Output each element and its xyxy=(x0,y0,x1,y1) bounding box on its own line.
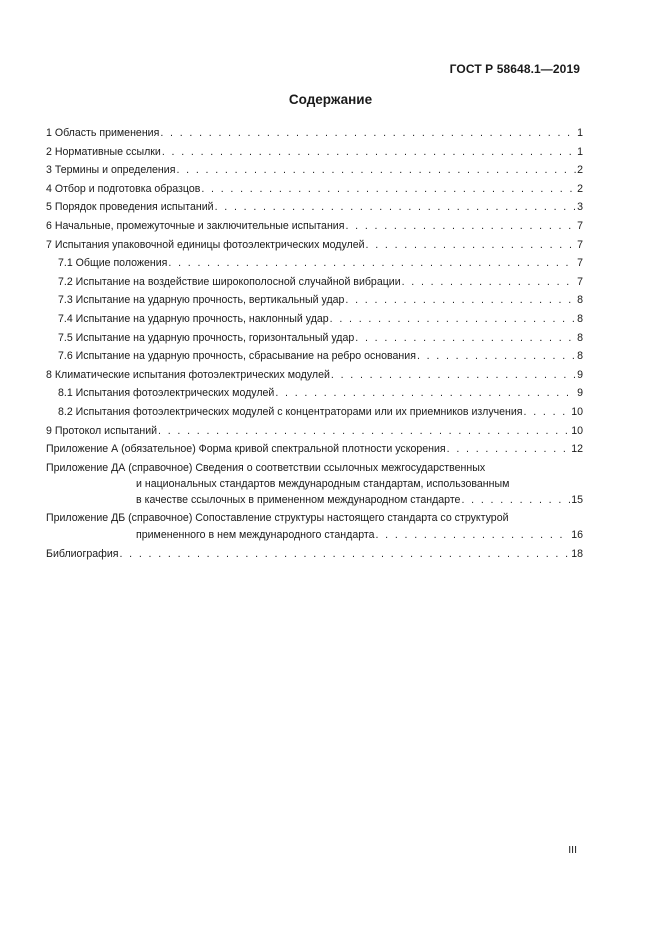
toc-entry-8-2[interactable] xyxy=(46,403,583,422)
toc-entry-page: 10 xyxy=(571,405,583,418)
leader-dots xyxy=(215,198,577,217)
toc-entry-label: 7.6 Испытание на ударную прочность, сбрасывание на ребро основания xyxy=(58,350,416,363)
leader-dots xyxy=(119,545,570,564)
toc-entry-page: 10 xyxy=(571,424,583,437)
toc-entry-1[interactable] xyxy=(46,124,583,143)
leader-dots xyxy=(162,143,576,162)
toc-entry-label: 6 Начальные, промежуточные и заключительные испытания xyxy=(46,219,345,232)
toc-entry-label-continuation: в качестве ссылочных в примененном международном стандарте xyxy=(136,494,461,507)
toc-entry-page: 7 xyxy=(577,275,583,288)
toc-entry-label: 8.2 Испытания фотоэлектрических модулей с концентраторами или их приемников излучения xyxy=(58,405,523,418)
toc-entry-4[interactable] xyxy=(46,180,583,199)
toc-entry-label: 5 Порядок проведения испытаний xyxy=(46,201,214,214)
leader-dots xyxy=(461,492,570,508)
toc-entry-page: 1 xyxy=(577,127,583,139)
leader-dots xyxy=(376,527,571,543)
leader-dots xyxy=(176,161,576,180)
toc-entry-9[interactable] xyxy=(46,422,583,441)
toc-entry-label: 7.5 Испытание на ударную прочность, горизонтальный удар xyxy=(58,331,355,344)
toc-entry-label: 4 Отбор и подготовка образцов xyxy=(46,182,201,195)
toc-entry-page: 8 xyxy=(577,350,583,363)
toc-entry-8-1[interactable] xyxy=(46,384,583,403)
toc-entry-page: 7 xyxy=(577,219,583,232)
toc-entry-appendix-a[interactable] xyxy=(46,440,583,459)
toc-entry-label: 7 Испытания упаковочной единицы фотоэлектрических модулей xyxy=(46,238,365,251)
toc-entry-label: Приложение А (обязательное) Форма кривой спектральной плотности ускорения xyxy=(46,443,446,456)
toc-entry-6[interactable] xyxy=(46,217,583,236)
toc-entry-page: 18 xyxy=(571,547,583,560)
toc-entry-page: 7 xyxy=(577,257,583,270)
toc-entry-8[interactable] xyxy=(46,366,583,385)
leader-dots xyxy=(345,291,576,310)
toc-entry-7[interactable] xyxy=(46,236,583,255)
document-code: ГОСТ Р 58648.1—2019 xyxy=(449,62,580,76)
leader-dots xyxy=(417,347,576,366)
leader-dots xyxy=(355,329,576,348)
toc-entry-label: Библиография xyxy=(46,547,119,560)
toc-entry-label: Приложение ДА (справочное) Сведения о соответствии ссылочных межгосударственных xyxy=(46,461,486,474)
toc-entry-label: Приложение ДБ (справочное) Сопоставление структуры настоящего стандарта со структурой xyxy=(46,512,509,525)
leader-dots xyxy=(158,422,570,441)
toc-entry-label-continuation: примененного в нем международного стандарта xyxy=(136,528,375,541)
toc-entry-page: 9 xyxy=(577,368,583,381)
toc-entry-7-2[interactable] xyxy=(46,273,583,292)
toc-entry-appendix-db[interactable] xyxy=(46,510,583,542)
toc-entry-label: 9 Протокол испытаний xyxy=(46,424,158,437)
toc-entry-page: 8 xyxy=(577,331,583,344)
toc-entry-label: 7.4 Испытание на ударную прочность, наклонный удар xyxy=(58,312,329,325)
toc-entry-label: 7.1 Общие положения xyxy=(58,257,168,270)
leader-dots xyxy=(275,384,576,403)
toc-entry-7-1[interactable] xyxy=(46,254,583,273)
toc-entry-3[interactable] xyxy=(46,161,583,180)
leader-dots xyxy=(366,236,577,255)
toc-entry-last-line xyxy=(46,527,583,543)
page-number: III xyxy=(568,844,577,856)
toc-entry-label: 3 Термины и определения xyxy=(46,164,176,177)
toc-entry-label: 7.3 Испытание на ударную прочность, вертикальный удар xyxy=(58,294,345,307)
leader-dots xyxy=(201,180,576,199)
toc-entry-bibliography[interactable] xyxy=(46,545,583,564)
leader-dots xyxy=(402,273,576,292)
leader-dots xyxy=(524,403,571,422)
toc-entry-page: 8 xyxy=(577,294,583,307)
toc-entry-appendix-da[interactable] xyxy=(46,460,583,509)
toc-entry-page: 12 xyxy=(571,443,583,456)
toc-entry-page: 7 xyxy=(577,238,583,251)
toc-entry-page: 2 xyxy=(577,164,583,177)
leader-dots xyxy=(447,440,571,459)
toc-entry-label: 1 Область применения xyxy=(46,127,160,139)
toc-entry-page: 16 xyxy=(571,528,583,541)
leader-dots xyxy=(330,310,576,329)
toc-entry-7-6[interactable] xyxy=(46,347,583,366)
toc-entry-label: 2 Нормативные ссылки xyxy=(46,145,161,158)
toc-entry-7-3[interactable] xyxy=(46,291,583,310)
toc-entry-page: 3 xyxy=(577,201,583,214)
toc-title: Содержание xyxy=(288,92,373,107)
toc-entry-label: 8.1 Испытания фотоэлектрических модулей xyxy=(58,387,275,400)
toc-entry-5[interactable] xyxy=(46,198,583,217)
toc-entry-page: 9 xyxy=(577,387,583,400)
toc-entry-label: 7.2 Испытание на воздействие широкополосной случайной вибрации xyxy=(58,275,401,288)
leader-dots xyxy=(345,217,576,236)
leader-dots xyxy=(160,124,576,143)
toc-entry-7-5[interactable] xyxy=(46,329,583,348)
toc-entry-7-4[interactable] xyxy=(46,310,583,329)
toc-entry-page: 1 xyxy=(577,145,583,158)
toc-entry-page: 8 xyxy=(577,312,583,325)
table-of-contents xyxy=(46,124,583,563)
toc-entry-label-continuation: и национальных стандартов международным стандартам, использованным xyxy=(136,477,510,490)
toc-entry-2[interactable] xyxy=(46,143,583,162)
toc-entry-page: 15 xyxy=(571,494,583,507)
toc-entry-page: 2 xyxy=(577,182,583,195)
toc-entry-last-line xyxy=(46,492,583,508)
leader-dots xyxy=(168,254,576,273)
toc-entry-label: 8 Климатические испытания фотоэлектрических модулей xyxy=(46,368,330,381)
leader-dots xyxy=(331,366,576,385)
